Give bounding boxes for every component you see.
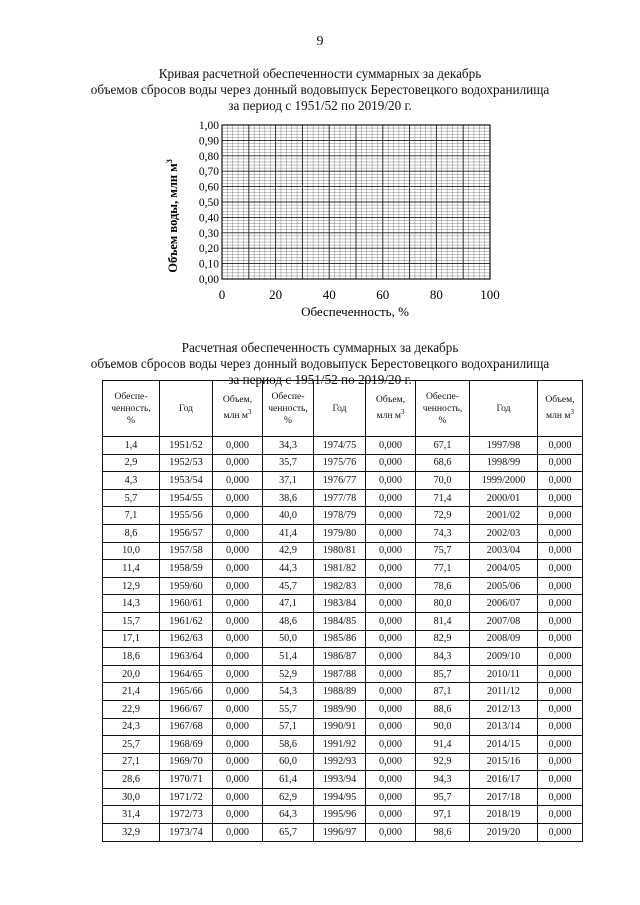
x-axis-label: Обеспеченность, % [301, 304, 409, 319]
cell-provision: 90,0 [416, 718, 470, 736]
cell-provision: 80,0 [416, 595, 470, 613]
cell-provision: 42,9 [263, 542, 314, 560]
cell-provision: 5,7 [103, 489, 160, 507]
cell-provision: 31,4 [103, 806, 160, 824]
cell-volume: 0,000 [366, 454, 416, 472]
cell-volume: 0,000 [213, 524, 263, 542]
cell-provision: 4,3 [103, 472, 160, 490]
cell-volume: 0,000 [538, 648, 583, 666]
cell-provision: 15,7 [103, 612, 160, 630]
cell-provision: 88,6 [416, 700, 470, 718]
cell-volume: 0,000 [538, 560, 583, 578]
table-row [103, 595, 583, 613]
cell-volume: 0,000 [538, 507, 583, 525]
cell-year: 1955/56 [160, 507, 213, 525]
y-tick-label: 0,20 [198, 243, 219, 256]
cell-provision: 38,6 [263, 489, 314, 507]
cell-volume: 0,000 [366, 489, 416, 507]
cell-volume: 0,000 [366, 806, 416, 824]
cell-provision: 10,0 [103, 542, 160, 560]
cell-year: 1978/79 [314, 507, 366, 525]
cell-provision: 28,6 [103, 771, 160, 789]
cell-volume: 0,000 [366, 612, 416, 630]
chart-title-line: за период с 1951/52 по 2019/20 г. [228, 98, 412, 113]
cell-provision: 81,4 [416, 612, 470, 630]
cell-provision: 98,6 [416, 824, 470, 842]
cell-provision: 7,1 [103, 507, 160, 525]
cell-volume: 0,000 [366, 577, 416, 595]
cell-year: 1977/78 [314, 489, 366, 507]
cell-volume: 0,000 [366, 771, 416, 789]
cell-volume: 0,000 [538, 665, 583, 683]
cell-provision: 11,4 [103, 560, 160, 578]
cell-year: 1980/81 [314, 542, 366, 560]
cell-volume: 0,000 [213, 612, 263, 630]
cell-year: 2007/08 [470, 612, 538, 630]
cell-volume: 0,000 [538, 472, 583, 490]
cell-volume: 0,000 [213, 718, 263, 736]
header-year: Год [314, 381, 366, 437]
cell-volume: 0,000 [366, 683, 416, 701]
cell-year: 1958/59 [160, 560, 213, 578]
cell-provision: 32,9 [103, 824, 160, 842]
cell-volume: 0,000 [538, 542, 583, 560]
cell-volume: 0,000 [366, 736, 416, 754]
cell-volume: 0,000 [538, 612, 583, 630]
cell-volume: 0,000 [366, 665, 416, 683]
cell-volume: 0,000 [213, 489, 263, 507]
cell-year: 2012/13 [470, 700, 538, 718]
cell-year: 1995/96 [314, 806, 366, 824]
y-tick-label: 0,60 [198, 181, 219, 194]
cell-year: 1986/87 [314, 648, 366, 666]
cell-provision: 54,3 [263, 683, 314, 701]
cell-provision: 45,7 [263, 577, 314, 595]
cell-provision: 25,7 [103, 736, 160, 754]
cell-volume: 0,000 [213, 736, 263, 754]
cell-provision: 91,4 [416, 736, 470, 754]
cell-year: 1985/86 [314, 630, 366, 648]
table-row [103, 577, 583, 595]
cell-year: 1971/72 [160, 788, 213, 806]
cell-volume: 0,000 [538, 630, 583, 648]
x-tick-label: 0 [218, 287, 226, 302]
cell-provision: 35,7 [263, 454, 314, 472]
cell-volume: 0,000 [538, 595, 583, 613]
cell-volume: 0,000 [213, 700, 263, 718]
cell-volume: 0,000 [538, 736, 583, 754]
table-row [103, 648, 583, 666]
cell-provision: 50,0 [263, 630, 314, 648]
cell-year: 2003/04 [470, 542, 538, 560]
cell-provision: 67,1 [416, 437, 470, 455]
table-row [103, 542, 583, 560]
cell-year: 1990/91 [314, 718, 366, 736]
cell-provision: 8,6 [103, 524, 160, 542]
cell-year: 2010/11 [470, 665, 538, 683]
cell-volume: 0,000 [366, 472, 416, 490]
cell-volume: 0,000 [213, 683, 263, 701]
cell-year: 1963/64 [160, 648, 213, 666]
cell-volume: 0,000 [213, 806, 263, 824]
cell-volume: 0,000 [538, 718, 583, 736]
provision-table [102, 380, 583, 842]
cell-year: 1952/53 [160, 454, 213, 472]
cell-provision: 65,7 [263, 824, 314, 842]
table-row [103, 753, 583, 771]
cell-year: 1973/74 [160, 824, 213, 842]
y-tick-label: 0,50 [198, 197, 219, 209]
cell-volume: 0,000 [366, 648, 416, 666]
cell-provision: 21,4 [103, 683, 160, 701]
table-row [103, 683, 583, 701]
cell-volume: 0,000 [538, 437, 583, 455]
header-volume: Объем, млн $м^3$ [538, 381, 583, 437]
cell-volume: 0,000 [538, 489, 583, 507]
cell-year: 2013/14 [470, 718, 538, 736]
table-row [103, 524, 583, 542]
table-row [103, 788, 583, 806]
cell-volume: 0,000 [213, 630, 263, 648]
cell-provision: 48,6 [263, 612, 314, 630]
cell-year: 1997/98 [470, 437, 538, 455]
cell-year: 2009/10 [470, 648, 538, 666]
cell-year: 1951/52 [160, 437, 213, 455]
cell-year: 2004/05 [470, 560, 538, 578]
provision-curve-chart [150, 112, 510, 322]
cell-year: 2017/18 [470, 788, 538, 806]
cell-provision: 72,9 [416, 507, 470, 525]
cell-provision: 77,1 [416, 560, 470, 578]
cell-year: 1965/66 [160, 683, 213, 701]
cell-volume: 0,000 [366, 824, 416, 842]
y-tick-label: 0,70 [198, 166, 219, 179]
cell-year: 1953/54 [160, 472, 213, 490]
cell-provision: 64,3 [263, 806, 314, 824]
cell-year: 2018/19 [470, 806, 538, 824]
cell-year: 1968/69 [160, 736, 213, 754]
cell-year: 1982/83 [314, 577, 366, 595]
cell-provision: 74,3 [416, 524, 470, 542]
cell-volume: 0,000 [213, 437, 263, 455]
cell-provision: 78,6 [416, 577, 470, 595]
cell-year: 2019/20 [470, 824, 538, 842]
cell-volume: 0,000 [213, 542, 263, 560]
cell-provision: 84,3 [416, 648, 470, 666]
cell-volume: 0,000 [538, 577, 583, 595]
cell-volume: 0,000 [213, 665, 263, 683]
table-title-line: объемов сбросов воды через донный водовыпуск Берестовецкого водохранилища [90, 356, 550, 371]
cell-provision: 94,3 [416, 771, 470, 789]
cell-volume: 0,000 [366, 560, 416, 578]
chart-title-line: объемов сбросов воды через донный водовыпуск Берестовецкого водохранилища [90, 82, 550, 97]
cell-volume: 0,000 [213, 753, 263, 771]
table-row [103, 718, 583, 736]
cell-year: 2016/17 [470, 771, 538, 789]
y-tick-label: 0,30 [198, 227, 219, 240]
table-row [103, 665, 583, 683]
cell-volume: 0,000 [213, 577, 263, 595]
cell-volume: 0,000 [538, 700, 583, 718]
cell-year: 2015/16 [470, 753, 538, 771]
cell-year: 1999/2000 [470, 472, 538, 490]
cell-provision: 17,1 [103, 630, 160, 648]
table-row [103, 507, 583, 525]
cell-provision: 47,1 [263, 595, 314, 613]
y-tick-label: 0,90 [198, 135, 219, 148]
y-axis-label: Объем воды, млн $м^3$ [165, 159, 180, 273]
x-tick-label: 100 [480, 287, 500, 302]
cell-provision: 87,1 [416, 683, 470, 701]
table-row [103, 771, 583, 789]
cell-year: 1993/94 [314, 771, 366, 789]
y-tick-label: 1,00 [198, 120, 219, 132]
cell-volume: 0,000 [366, 437, 416, 455]
cell-provision: 92,9 [416, 753, 470, 771]
header-provision: Обеспе- ченность, % [416, 381, 470, 437]
table-row [103, 472, 583, 490]
x-tick-label: 80 [429, 287, 443, 302]
cell-volume: 0,000 [213, 824, 263, 842]
cell-year: 1964/65 [160, 665, 213, 683]
cell-volume: 0,000 [366, 630, 416, 648]
table-body [103, 437, 583, 842]
cell-volume: 0,000 [538, 454, 583, 472]
cell-year: 1959/60 [160, 577, 213, 595]
cell-volume: 0,000 [538, 683, 583, 701]
table-header-row [103, 381, 583, 437]
cell-year: 1956/57 [160, 524, 213, 542]
cell-volume: 0,000 [213, 648, 263, 666]
chart-title-line: Кривая расчетной обеспеченности суммарных за декабрь [158, 66, 482, 81]
cell-volume: 0,000 [538, 824, 583, 842]
table-row [103, 824, 583, 842]
table-title-line: за период с 1951/52 по 2019/20 г. [228, 372, 412, 387]
cell-year: 2001/02 [470, 507, 538, 525]
y-tick-label: 0,00 [198, 274, 219, 286]
cell-volume: 0,000 [538, 788, 583, 806]
cell-provision: 27,1 [103, 753, 160, 771]
cell-year: 1989/90 [314, 700, 366, 718]
cell-volume: 0,000 [538, 771, 583, 789]
y-tick-label: 0,40 [198, 212, 219, 225]
cell-volume: 0,000 [213, 454, 263, 472]
cell-volume: 0,000 [366, 507, 416, 525]
cell-provision: 52,9 [263, 665, 314, 683]
cell-provision: 85,7 [416, 665, 470, 683]
table-row [103, 560, 583, 578]
cell-provision: 20,0 [103, 665, 160, 683]
cell-volume: 0,000 [366, 595, 416, 613]
x-tick-label: 20 [269, 287, 283, 302]
cell-year: 1972/73 [160, 806, 213, 824]
y-tick-label: 0,10 [198, 258, 219, 271]
cell-volume: 0,000 [538, 524, 583, 542]
page-number: 9 [316, 34, 324, 49]
cell-provision: 62,9 [263, 788, 314, 806]
cell-year: 1981/82 [314, 560, 366, 578]
cell-year: 1998/99 [470, 454, 538, 472]
cell-year: 1996/97 [314, 824, 366, 842]
cell-volume: 0,000 [213, 595, 263, 613]
cell-year: 2006/07 [470, 595, 538, 613]
cell-volume: 0,000 [213, 788, 263, 806]
cell-provision: 58,6 [263, 736, 314, 754]
cell-provision: 60,0 [263, 753, 314, 771]
cell-volume: 0,000 [538, 806, 583, 824]
table-row [103, 806, 583, 824]
cell-year: 1984/85 [314, 612, 366, 630]
cell-volume: 0,000 [366, 542, 416, 560]
table-row [103, 489, 583, 507]
chart-title [0, 66, 640, 114]
cell-year: 1969/70 [160, 753, 213, 771]
table-row [103, 630, 583, 648]
x-tick-label: 40 [322, 287, 336, 302]
cell-year: 1979/80 [314, 524, 366, 542]
header-volume: Объем, млн $м^3$ [366, 381, 416, 437]
cell-volume: 0,000 [213, 472, 263, 490]
cell-provision: 2,9 [103, 454, 160, 472]
x-tick-label: 60 [376, 287, 390, 302]
table-title-line: Расчетная обеспеченность суммарных за декабрь [181, 340, 459, 355]
cell-year: 1983/84 [314, 595, 366, 613]
chart-grid-major [222, 125, 490, 279]
cell-provision: 61,4 [263, 771, 314, 789]
cell-year: 2000/01 [470, 489, 538, 507]
cell-volume: 0,000 [366, 753, 416, 771]
cell-provision: 22,9 [103, 700, 160, 718]
cell-provision: 12,9 [103, 577, 160, 595]
cell-volume: 0,000 [366, 718, 416, 736]
cell-year: 1992/93 [314, 753, 366, 771]
cell-year: 2008/09 [470, 630, 538, 648]
cell-volume: 0,000 [213, 507, 263, 525]
header-provision: Обеспе- ченность, % [103, 381, 160, 437]
cell-year: 1966/67 [160, 700, 213, 718]
cell-provision: 40,0 [263, 507, 314, 525]
cell-year: 1962/63 [160, 630, 213, 648]
cell-provision: 14,3 [103, 595, 160, 613]
y-tick-label: 0,80 [198, 150, 219, 163]
cell-year: 1994/95 [314, 788, 366, 806]
cell-year: 1988/89 [314, 683, 366, 701]
table-row [103, 612, 583, 630]
cell-provision: 41,4 [263, 524, 314, 542]
cell-provision: 44,3 [263, 560, 314, 578]
table-row [103, 736, 583, 754]
cell-provision: 57,1 [263, 718, 314, 736]
cell-year: 2011/12 [470, 683, 538, 701]
header-volume: Объем, млн $м^3$ [213, 381, 263, 437]
cell-year: 1975/76 [314, 454, 366, 472]
cell-provision: 71,4 [416, 489, 470, 507]
header-provision: Обеспе- ченность, % [263, 381, 314, 437]
table-row [103, 437, 583, 455]
cell-year: 1976/77 [314, 472, 366, 490]
cell-provision: 75,7 [416, 542, 470, 560]
cell-provision: 95,7 [416, 788, 470, 806]
cell-volume: 0,000 [538, 753, 583, 771]
cell-provision: 70,0 [416, 472, 470, 490]
cell-year: 1991/92 [314, 736, 366, 754]
cell-provision: 82,9 [416, 630, 470, 648]
header-year: Год [470, 381, 538, 437]
cell-volume: 0,000 [213, 771, 263, 789]
cell-provision: 97,1 [416, 806, 470, 824]
cell-volume: 0,000 [366, 788, 416, 806]
cell-year: 1987/88 [314, 665, 366, 683]
cell-year: 2002/03 [470, 524, 538, 542]
cell-year: 1960/61 [160, 595, 213, 613]
cell-provision: 1,4 [103, 437, 160, 455]
x-axis-ticks [219, 287, 500, 302]
cell-year: 1970/71 [160, 771, 213, 789]
cell-volume: 0,000 [366, 700, 416, 718]
cell-year: 2014/15 [470, 736, 538, 754]
cell-year: 2005/06 [470, 577, 538, 595]
cell-provision: 30,0 [103, 788, 160, 806]
cell-year: 1974/75 [314, 437, 366, 455]
cell-year: 1967/68 [160, 718, 213, 736]
cell-provision: 68,6 [416, 454, 470, 472]
cell-year: 1954/55 [160, 489, 213, 507]
cell-provision: 18,6 [103, 648, 160, 666]
cell-year: 1957/58 [160, 542, 213, 560]
header-year: Год [160, 381, 213, 437]
cell-volume: 0,000 [213, 560, 263, 578]
cell-provision: 34,3 [263, 437, 314, 455]
cell-provision: 51,4 [263, 648, 314, 666]
cell-provision: 24,3 [103, 718, 160, 736]
cell-provision: 37,1 [263, 472, 314, 490]
table-row [103, 700, 583, 718]
cell-volume: 0,000 [366, 524, 416, 542]
cell-year: 1961/62 [160, 612, 213, 630]
table-row [103, 454, 583, 472]
y-axis-ticks [199, 120, 219, 286]
cell-provision: 55,7 [263, 700, 314, 718]
